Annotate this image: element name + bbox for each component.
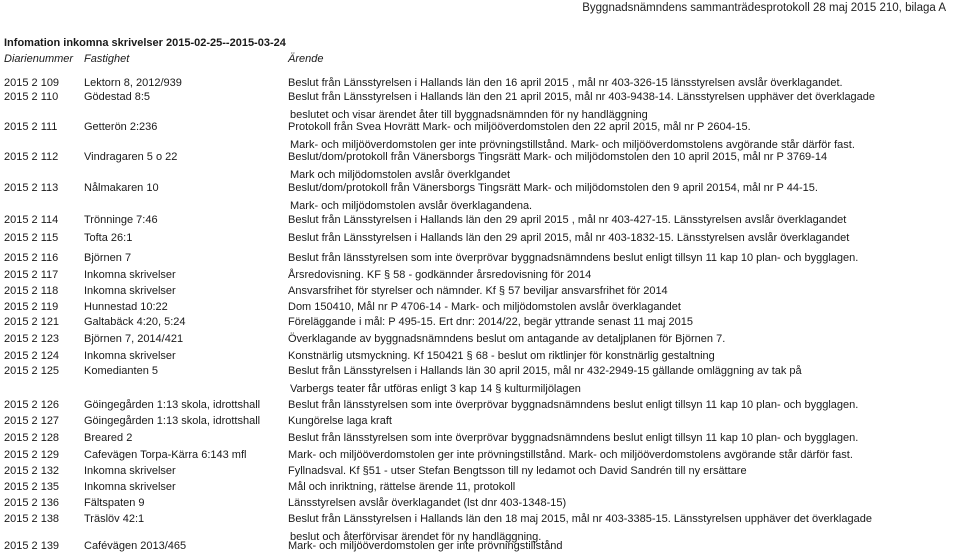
table-row (0, 181, 960, 213)
table-row (0, 213, 960, 227)
diarienummer-cell: 2015 2 117 (4, 269, 59, 281)
arende-cell: Beslut från Länsstyrelsen i Hallands län den 29 april 2015, mål nr 403-1832-15. Länsstyrelsen avslår överklagandet (288, 232, 850, 244)
fastighet-cell: Björnen 7 (84, 252, 132, 264)
arende-continuation: Mark- och miljödomstolen avslår överklagandena. (290, 200, 533, 212)
fastighet-cell: Cafévägen 2013/465 (84, 540, 187, 552)
fastighet-cell: Inkomna skrivelser (84, 481, 176, 493)
diarienummer-cell: 2015 2 125 (4, 365, 60, 377)
arende-cell: Kungörelse laga kraft (288, 415, 392, 427)
arende-cell: Beslut från länsstyrelsen som inte överprövar byggnadsnämndens beslut enligt tillsyn 11 kap 10 plan- och bygglagen. (288, 399, 859, 411)
fastighet-cell: Cafevägen Torpa-Kärra 6:143 mfl (84, 449, 247, 461)
fastighet-cell: Lektorn 8, 2012/939 (84, 77, 182, 89)
fastighet-cell: Galtabäck 4:20, 5:24 (84, 316, 186, 328)
fastighet-cell: Inkomna skrivelser (84, 350, 176, 362)
arende-continuation: Varbergs teater får utföras enligt 3 kap 14 § kulturmiljölagen (290, 383, 581, 395)
fastighet-cell: Nålmakaren 10 (84, 182, 159, 194)
diarienummer-cell: 2015 2 128 (4, 432, 60, 444)
fastighet-cell: Inkomna skrivelser (84, 285, 176, 297)
arende-cell: Beslut från Länsstyrelsen i Hallands län den 16 april 2015 , mål nr 403-326-15 länsstyrelsen avslår överklagandet. (288, 77, 843, 89)
arende-cell: Ansvarsfrihet för styrelser och nämnder. Kf § 57 beviljar ansvarsfrihet för 2014 (288, 285, 668, 297)
diarienummer-cell: 2015 2 123 (4, 333, 60, 345)
fastighet-cell: Björnen 7, 2014/421 (84, 333, 184, 345)
fastighet-cell: Vindragaren 5 o 22 (84, 151, 178, 163)
arende-cell: Beslut från länsstyrelsen som inte överprövar byggnadsnämndens beslut enligt tillsyn 11 kap 10 plan- och bygglagen. (288, 432, 859, 444)
diarienummer-cell: 2015 2 110 (4, 91, 59, 103)
arende-cell: Årsredovisning. KF § 58 - godkännder årsredovisning för 2014 (288, 269, 592, 281)
table-row (0, 364, 960, 396)
table-row (0, 315, 960, 329)
arende-continuation: beslut och återförvisar ärendet för ny handläggning. (290, 531, 542, 543)
arende-cell: Beslut/dom/protokoll från Vänersborgs Tingsrätt Mark- och miljödomstolen den 9 april 20154, mål nr P 44-15. (288, 182, 818, 194)
arende-cell: Beslut från länsstyrelsen som inte överprövar byggnadsnämndens beslut enligt tillsyn 11 kap 10 plan- och bygglagen. (288, 252, 859, 264)
page-header: Byggnadsnämndens sammanträdesprotokoll 28 maj 2015 210, bilaga A (582, 2, 946, 14)
diarienummer-cell: 2015 2 136 (4, 497, 60, 509)
arende-continuation: beslutet och visar ärendet åter till byggnadsnämnden för ny handläggning (290, 109, 648, 121)
arende-continuation: Mark och miljödomstolen avslår överklgandet (290, 169, 511, 181)
diarienummer-cell: 2015 2 139 (4, 540, 60, 552)
arende-cell: Länsstyrelsen avslår överklagandet (lst dnr 403-1348-15) (288, 497, 567, 509)
table-row (0, 398, 960, 412)
arende-cell: Föreläggande i mål: P 495-15. Ert dnr: 2014/22, begär yttrande senast 11 maj 2015 (288, 316, 694, 328)
table-row (0, 480, 960, 494)
document-title: Infomation inkomna skrivelser 2015-02-25--2015-03-24 (4, 37, 286, 49)
arende-cell: Mål och inriktning, rättelse ärende 11, protokoll (288, 481, 516, 493)
fastighet-cell: Komedianten 5 (84, 365, 158, 377)
arende-cell: Konstnärlig utsmyckning. Kf 150421 § 68 - beslut om riktlinjer för konstnärlig gestaltning (288, 350, 715, 362)
diarienummer-cell: 2015 2 119 (4, 301, 59, 313)
table-row (0, 90, 960, 122)
diarienummer-cell: 2015 2 116 (4, 252, 59, 264)
fastighet-cell: Hunnestad 10:22 (84, 301, 168, 313)
column-header-fastighet: Fastighet (84, 53, 130, 65)
table-row (0, 150, 960, 182)
diarienummer-cell: 2015 2 115 (4, 232, 59, 244)
table-row (0, 300, 960, 314)
arende-cell: Beslut från Länsstyrelsen i Hallands län 30 april 2015, mål nr 432-2949-15 gällande omläggning av tak på (288, 365, 802, 377)
arende-cell: Beslut från Länsstyrelsen i Hallands län den 18 maj 2015, mål nr 403-3385-15. Länsstyrelsen upphäver det överklagade (288, 513, 872, 525)
arende-cell: Beslut från Länsstyrelsen i Hallands län den 21 april 2015, mål nr 403-9438-14. Länsstyrelsen upphäver det överklagade (288, 91, 876, 103)
table-row (0, 414, 960, 428)
arende-cell: Fyllnadsval. Kf §51 - utser Stefan Bengtsson till ny ledamot och David Sandrén till ny ersättare (288, 465, 747, 477)
table-row (0, 284, 960, 298)
table-row (0, 539, 960, 553)
fastighet-cell: Breared 2 (84, 432, 133, 444)
arende-cell: Beslut/dom/protokoll från Vänersborgs Tingsrätt Mark- och miljödomstolen den 10 april 2015, mål nr P 3769-14 (288, 151, 828, 163)
table-row (0, 448, 960, 462)
table-row (0, 431, 960, 445)
fastighet-cell: Gödestad 8:5 (84, 91, 151, 103)
fastighet-cell: Getterön 2:236 (84, 121, 158, 133)
fastighet-cell: Inkomna skrivelser (84, 269, 176, 281)
diarienummer-cell: 2015 2 127 (4, 415, 60, 427)
diarienummer-cell: 2015 2 135 (4, 481, 60, 493)
table-row (0, 120, 960, 152)
fastighet-cell: Träslöv 42:1 (84, 513, 145, 525)
diarienummer-cell: 2015 2 113 (4, 182, 59, 194)
fastighet-cell: Tofta 26:1 (84, 232, 133, 244)
arende-cell: Överklagande av byggnadsnämndens beslut om antagande av detaljplanen för Björnen 7. (288, 333, 726, 345)
arende-cell: Mark- och miljööverdomstolen ger inte prövningstillstånd (288, 540, 563, 552)
arende-cell: Mark- och miljööverdomstolen ger inte prövningstillstånd. Mark- och miljööverdomstolens avgörande står därför fast. (288, 449, 853, 461)
diarienummer-cell: 2015 2 124 (4, 350, 60, 362)
diarienummer-cell: 2015 2 112 (4, 151, 59, 163)
table-row (0, 268, 960, 282)
table-row (0, 251, 960, 265)
table-row (0, 349, 960, 363)
table-row (0, 231, 960, 245)
arende-cell: Dom 150410, Mål nr P 4706-14 - Mark- och miljödomstolen avslår överklagandet (288, 301, 681, 313)
arende-continuation: Mark- och miljööverdomstolen ger inte prövningstillstånd. Mark- och miljööverdomstolens avgörande står därför fast. (290, 139, 855, 151)
table-row (0, 76, 960, 90)
fastighet-cell: Göingegården 1:13 skola, idrottshall (84, 399, 261, 411)
table-row (0, 332, 960, 346)
table-row (0, 464, 960, 478)
diarienummer-cell: 2015 2 114 (4, 214, 59, 226)
arende-cell: Beslut från Länsstyrelsen i Hallands län den 29 april 2015 , mål nr 403-427-15. Länsstyrelsen avslår överklagandet (288, 214, 847, 226)
diarienummer-cell: 2015 2 132 (4, 465, 60, 477)
diarienummer-cell: 2015 2 118 (4, 285, 59, 297)
column-header-arende: Ärende (288, 53, 324, 65)
diarienummer-cell: 2015 2 109 (4, 77, 60, 89)
diarienummer-cell: 2015 2 126 (4, 399, 60, 411)
column-header-diarienummer: Diarienummer (4, 53, 74, 65)
fastighet-cell: Fältspaten 9 (84, 497, 145, 509)
diarienummer-cell: 2015 2 138 (4, 513, 60, 525)
fastighet-cell: Inkomna skrivelser (84, 465, 176, 477)
table-row (0, 496, 960, 510)
arende-cell: Protokoll från Svea Hovrätt Mark- och miljööverdomstolen den 22 april 2015, mål nr P 2604-15. (288, 121, 751, 133)
diarienummer-cell: 2015 2 121 (4, 316, 60, 328)
fastighet-cell: Göingegården 1:13 skola, idrottshall (84, 415, 261, 427)
diarienummer-cell: 2015 2 111 (4, 121, 58, 133)
diarienummer-cell: 2015 2 129 (4, 449, 60, 461)
fastighet-cell: Trönninge 7:46 (84, 214, 158, 226)
